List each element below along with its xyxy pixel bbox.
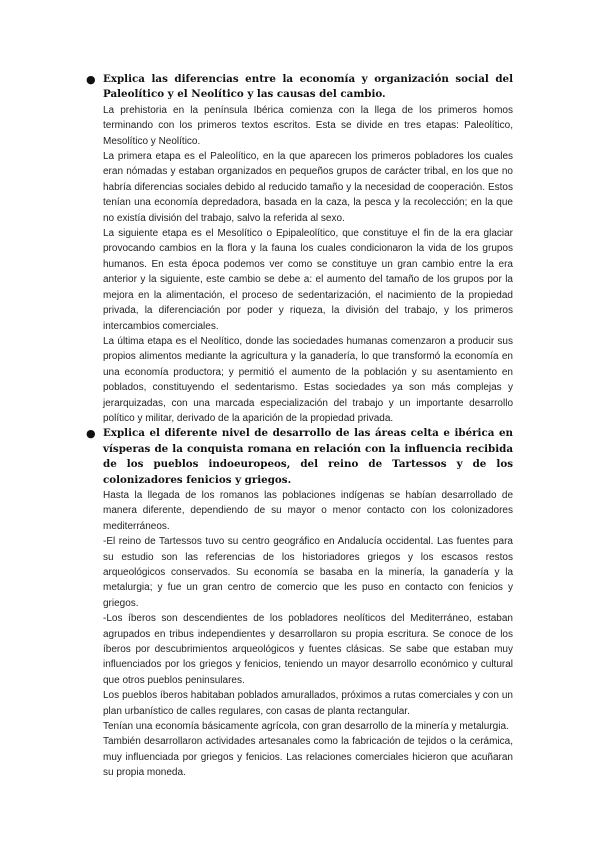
paragraph: -Los íberos son descendientes de los pobladores neolíticos del Mediterráneo, estaban agrupados en tribus independientes y desarrollaron su propia escritura. Se conoce de los íberos por descubrimientos arqueológicos y fuentes clásicas. Se sabe que estaban muy influenciados por los griegos y fenicios, teniendo un mayor desarrollo económico y cultural que otros pueblos peninsulares. <box>103 613 513 686</box>
paragraph: La siguiente etapa es el Mesolítico o Epipaleolítico, que constituye el fin de la era glaciar provocando cambios en la flora y la fauna los cuales condicionaron la vida de los grupos humanos. En esta época podemos ver como se constituye un gran cambio entre la era anterior y la siguiente, este cambio se debe a: el aumento del tamaño de los grupos por la mejora en la alimentación, el proceso de sedentarización, el nacimiento de la propiedad privada, la diferenciación por poder y riqueza, la división del trabajo, y los primeros intercambios comerciales. <box>103 228 513 332</box>
paragraph: Hasta la llegada de los romanos las poblaciones indígenas se habían desarrollado de manera diferente, dependiendo de su mayor o menor contacto con los colonizadores mediterráneos. <box>103 489 513 532</box>
bullet-icon: ● <box>86 73 96 86</box>
question-2 <box>86 426 513 488</box>
paragraph: La última etapa es el Neolítico, donde las sociedades humanas comenzaron a producir sus propios alimentos mediante la agricultura y la ganadería, lo que transformó la economía en una economía productora; y permitió el aumento de la población y su asentamiento en poblados, constituyendo el sedentarismo. Estas sociedades ya son más complejas y jerarquizadas, con una marcada especialización del trabajo y un importante desarrollo político y militar, derivado de la aparición de la propiedad privada. <box>103 335 513 424</box>
paragraph: También desarrollaron actividades artesanales como la fabricación de tejidos o la cerámica, muy influenciada por griegos y fenicios. Las relaciones comerciales hicieron que acuñaran su propia moneda. <box>103 736 513 779</box>
paragraph: Los pueblos íberos habitaban poblados amurallados, próximos a rutas comerciales y con un plan urbanístico de calles regulares, con casas de planta rectangular. <box>103 690 513 717</box>
question-2-text: Explica el diferente nivel de desarrollo de las áreas celta e ibérica en vísperas de la conquista romana en relación con la influencia recibida de los pueblos indoeuropeos, del reino de Tartessos y de los colonizadores fenicios y griegos. <box>103 427 513 486</box>
document-body <box>86 72 513 781</box>
paragraph: Tenían una economía básicamente agrícola, con gran desarrollo de la minería y metalurgia. <box>103 721 509 733</box>
paragraph: La primera etapa es el Paleolítico, en la que aparecen los primeros pobladores los cuales eran nómadas y estaban organizados en pequeños grupos de carácter tribal, en los que no habría diferencias sociales debido al reducido tamaño y la necesidad de cooperación. Estos tenían una economía depredadora, basada en la caza, la pesca y la recolección; en la que no existía división del trabajo, salvo la referida al sexo. <box>103 151 513 224</box>
question-1 <box>86 72 513 103</box>
question-1-text: Explica las diferencias entre la economía y organización social del Paleolítico y el Neolítico y las causas del cambio. <box>103 73 513 101</box>
paragraph: -El reino de Tartessos tuvo su centro geográfico en Andalucía occidental. Las fuentes para su estudio son las referencias de los historiadores griegos y los escasos restos arqueológicos conservados. Su economía se basaba en la minería, la ganadería y la metalurgia; y fue un gran centro de comercio que les puso en contacto con fenicios y griegos. <box>103 536 513 609</box>
bullet-icon: ● <box>86 427 96 441</box>
paragraph: La prehistoria en la península Ibérica comienza con la llega de los primeros homos terminando con los primeros textos escritos. Esta se divide en tres etapas: Paleolítico, Mesolítico y Neolítico. <box>103 104 513 147</box>
